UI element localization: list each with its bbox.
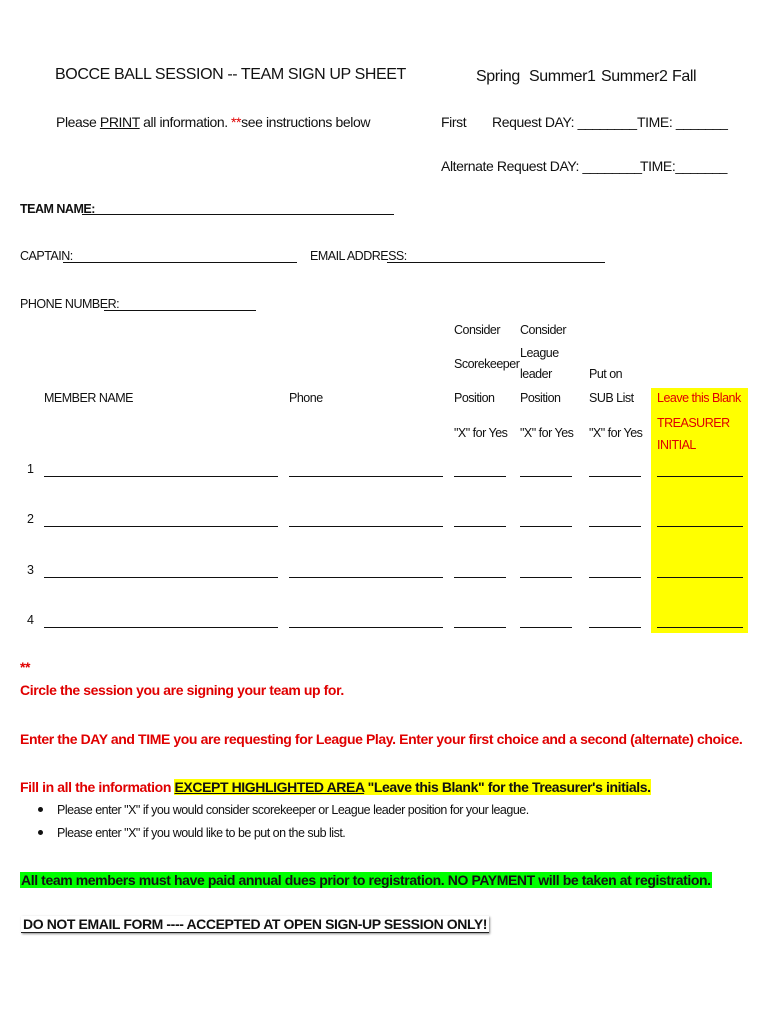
row-number: 2 [27,512,34,526]
scorekeeper-field[interactable] [454,627,506,628]
sub-header-1: Put on [589,367,623,381]
sub-header-2: SUB List [589,391,634,405]
scorekeeper-header-1: Consider [454,323,501,337]
captain-field[interactable] [63,262,297,263]
member-name-field[interactable] [44,627,278,628]
fill-in-instruction: Fill in all the information EXCEPT HIGHLIGHTED AREA "Leave this Blank" for the Treasurer's initials. [20,779,651,795]
scorekeeper-field[interactable] [454,476,506,477]
session-summer2[interactable]: Summer2 [601,68,668,85]
league-leader-field[interactable] [520,476,572,477]
time-alternate-field[interactable]: TIME:_______ [640,158,728,174]
captain-label: CAPTAIN: [20,249,73,263]
time-first-field[interactable]: TIME: _______ [637,114,728,130]
treasurer-initial-field[interactable] [657,577,743,578]
member-phone-field[interactable] [289,526,443,527]
do-not-email-notice: DO NOT EMAIL FORM ---- ACCEPTED AT OPEN SIGN-UP SESSION ONLY! [23,916,488,932]
sub-list-field[interactable] [589,526,641,527]
scorekeeper-header-4: "X" for Yes [454,426,508,440]
day-time-instruction: Enter the DAY and TIME you are requesting for League Play. Enter your first choice and a second (alternate) choice. [20,731,743,747]
phone-label: PHONE NUMBER: [20,297,120,311]
treasurer-initial-field[interactable] [657,627,743,628]
league-leader-field[interactable] [520,526,572,527]
member-name-field[interactable] [44,577,278,578]
phone-header: Phone [289,391,323,405]
league-header-5: "X" for Yes [520,426,574,440]
treasurer-header-2: TREASURER [657,416,730,430]
dues-notice: All team members must have paid annual dues prior to registration. NO PAYMENT will be taken at registration. [21,872,711,888]
request-day-field[interactable]: Request DAY: ________ [492,114,637,130]
treasurer-initial-field[interactable] [657,526,743,527]
scorekeeper-header-3: Position [454,391,495,405]
team-name-field[interactable] [82,214,394,215]
row-number: 1 [27,462,34,476]
member-phone-field[interactable] [289,476,443,477]
treasurer-header-3: INITIAL [657,438,696,452]
see-instructions-note: **see instructions below [231,114,371,130]
sub-list-field[interactable] [589,627,641,628]
see-instructions-text: see instructions below [241,114,371,130]
league-leader-field[interactable] [520,627,572,628]
bullet-item-scorekeeper: Please enter "X" if you would consider scorekeeper or League leader position for your league. [38,803,529,817]
scorekeeper-field[interactable] [454,526,506,527]
league-leader-field[interactable] [520,577,572,578]
league-header-4: Position [520,391,561,405]
bullet-item-sub-list: Please enter "X" if you would like to be put on the sub list. [38,826,345,840]
league-header-3: leader [520,367,552,381]
row-number: 4 [27,613,34,627]
treasurer-initial-field[interactable] [657,476,743,477]
member-name-field[interactable] [44,476,278,477]
email-field[interactable] [387,262,605,263]
sub-list-field[interactable] [589,577,641,578]
member-phone-field[interactable] [289,577,443,578]
session-fall[interactable]: Fall [672,68,697,85]
page-title: BOCCE BALL SESSION -- TEAM SIGN UP SHEET [55,66,406,83]
scorekeeper-header-2: Scorekeeper [454,357,520,371]
print-note: Please PRINT all information. [56,114,228,130]
email-label: EMAIL ADDRESS: [310,249,407,263]
session-summer1[interactable]: Summer1 [529,68,596,85]
sub-header-3: "X" for Yes [589,426,643,440]
scorekeeper-field[interactable] [454,577,506,578]
team-name-label: TEAM NAME: [20,202,95,216]
member-phone-field[interactable] [289,627,443,628]
sub-list-field[interactable] [589,476,641,477]
member-name-field[interactable] [44,526,278,527]
league-header-2: League [520,346,559,360]
session-spring[interactable]: Spring [476,68,520,85]
instructions-stars: ** [20,659,31,675]
circle-session-instruction: Circle the session you are signing your team up for. [20,682,344,698]
member-name-header: MEMBER NAME [44,391,133,405]
alternate-request-day-field[interactable]: Alternate Request DAY: ________ [441,158,642,174]
first-label: First [441,114,467,130]
phone-field[interactable] [104,310,256,311]
league-header-1: Consider [520,323,567,337]
treasurer-header-1: Leave this Blank [657,391,741,405]
row-number: 3 [27,563,34,577]
